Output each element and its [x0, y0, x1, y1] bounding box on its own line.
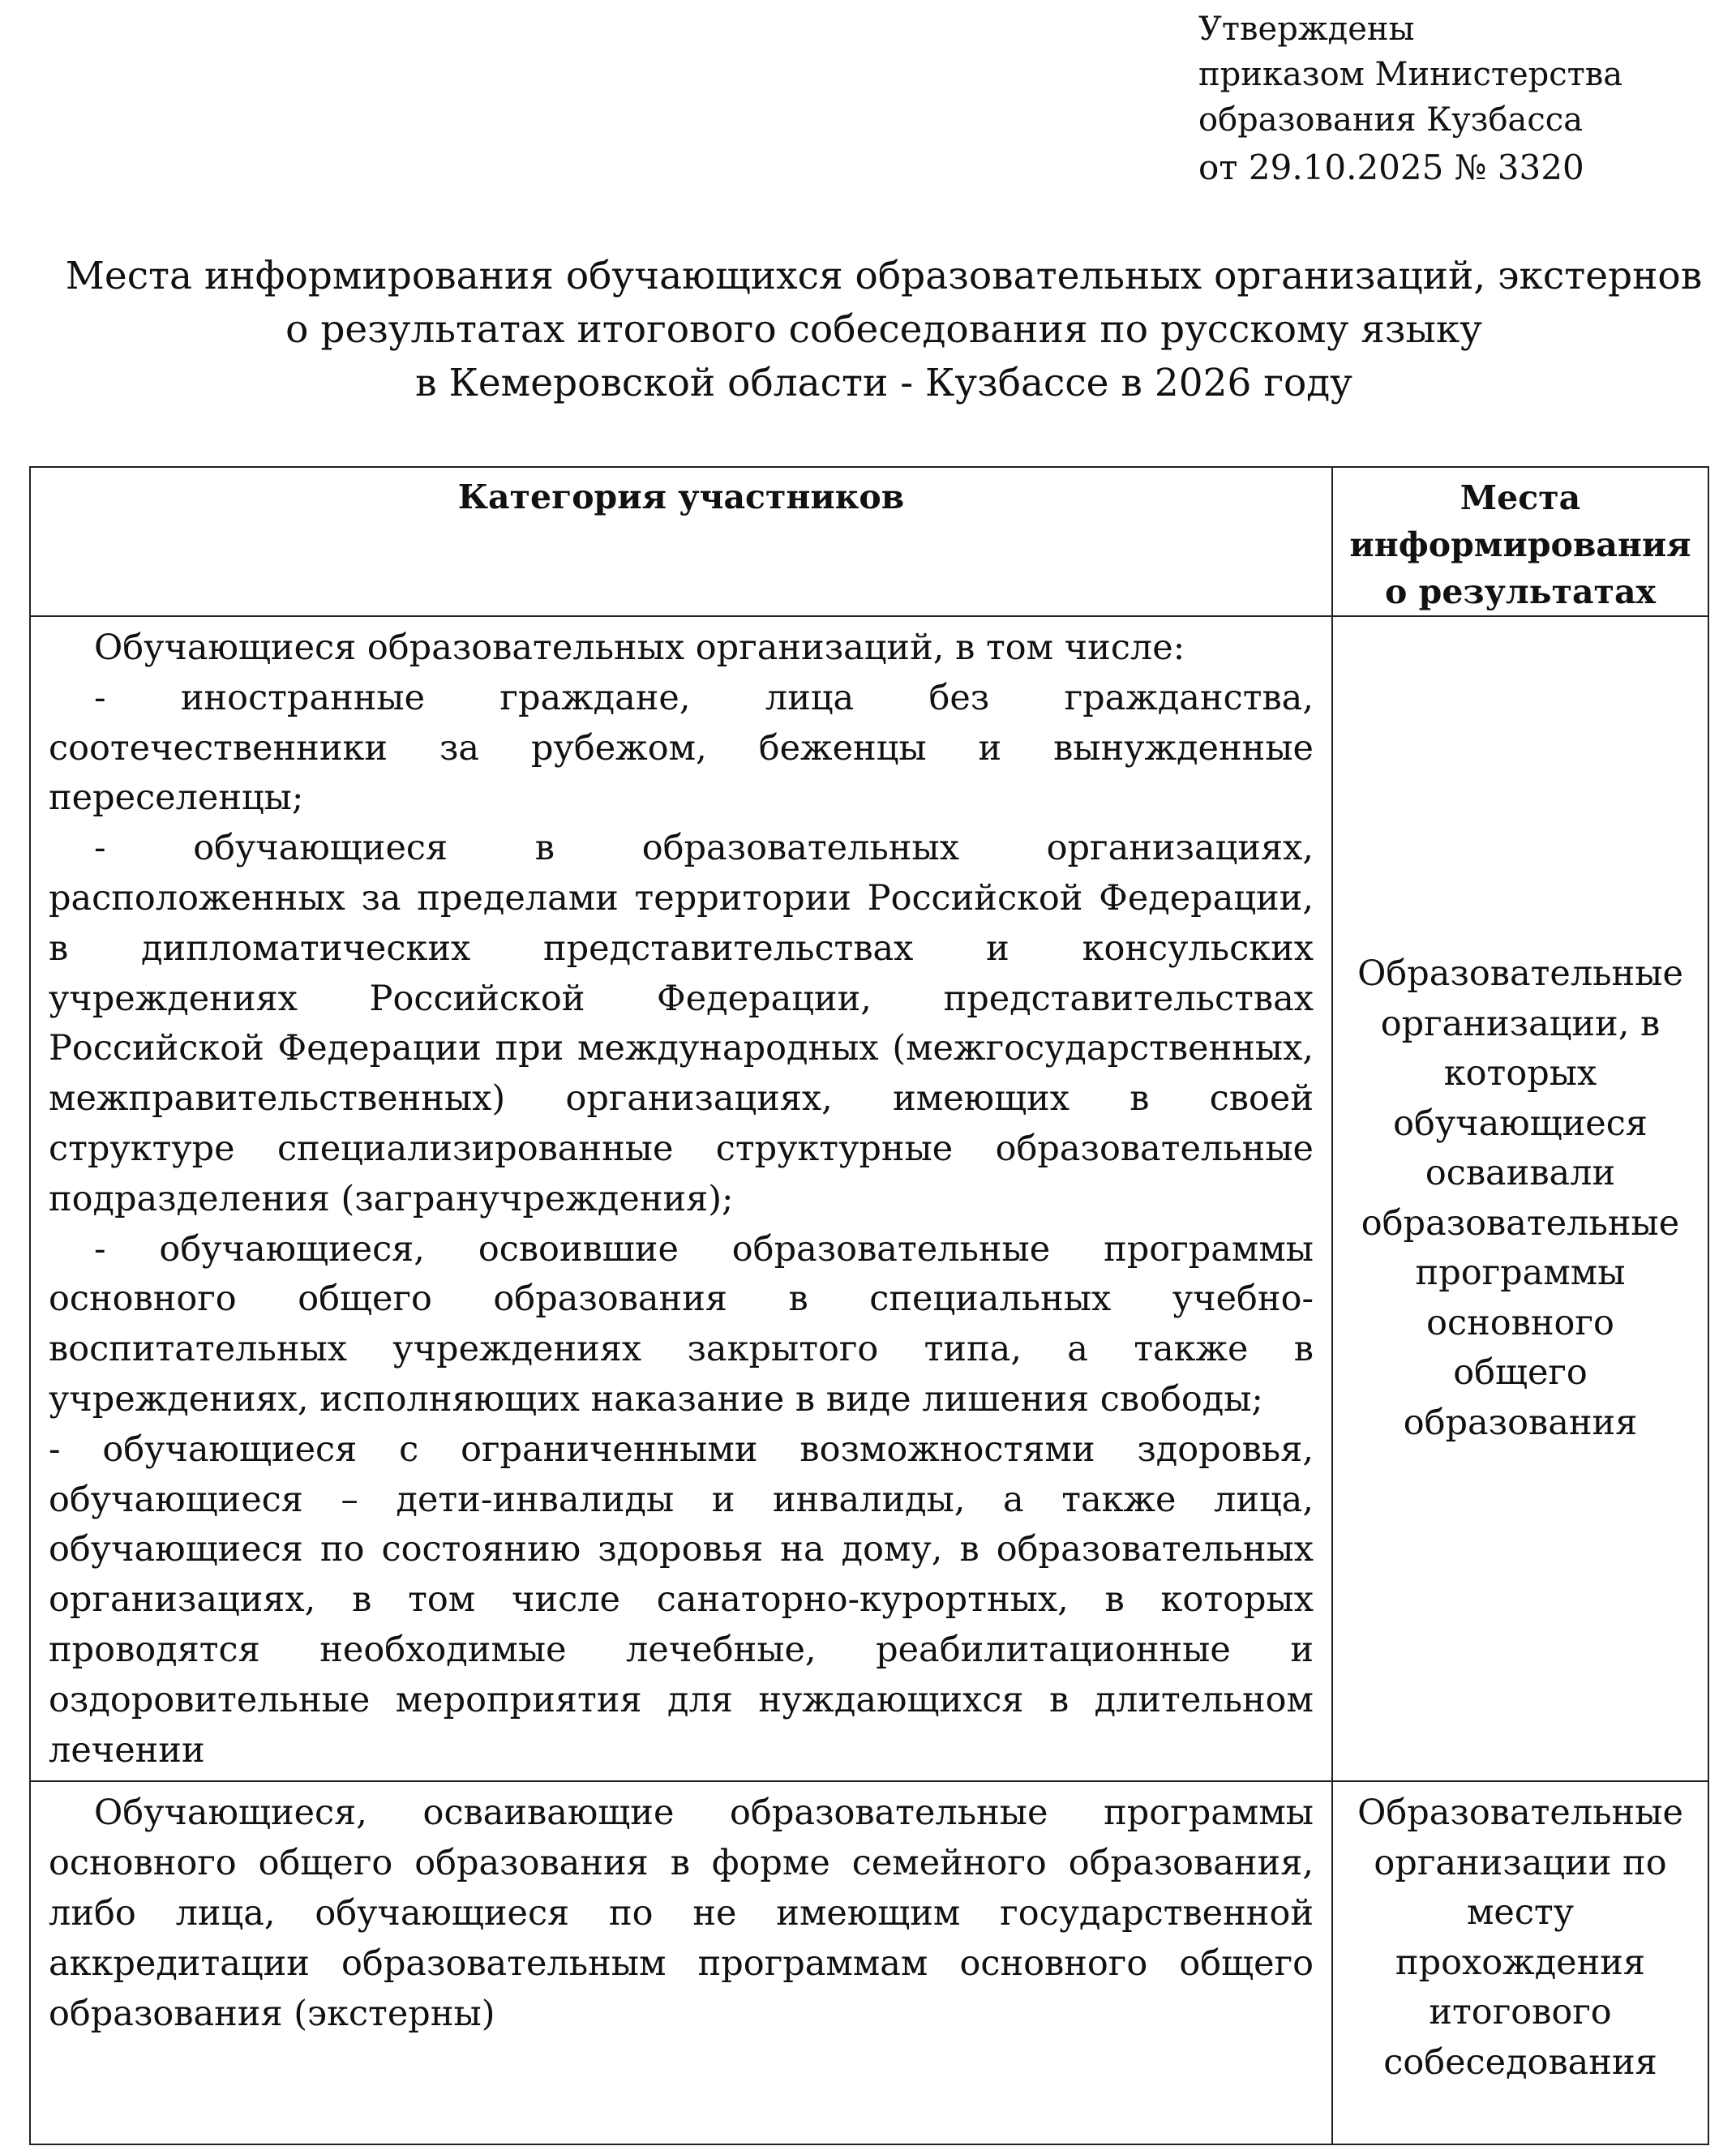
approval-line: Утверждены [1198, 11, 1415, 48]
places-line: обучающиеся [1393, 1103, 1648, 1144]
places-line: месту [1466, 1892, 1575, 1934]
approval-stamp [1198, 6, 1717, 193]
information-places-table [29, 466, 1709, 2145]
category-item: - обучающиеся с ограниченными возможностями здоровья, обучающиеся – дети-инвалиды и инвалиды, а также лица, обучающиеся по состоянию здоровья на дому, в образовательных организациях, в том числе санаторно-курортных, в которых проводятся необходимые лечебные, реабилитационные и оздоровительные мероприятия для нуждающихся в длительном лечении [49, 1429, 1314, 1771]
places-line: основного [1426, 1302, 1614, 1343]
table-header-row [30, 467, 1708, 616]
header-places-line: информирования [1349, 525, 1691, 564]
title-line: Места информирования обучающихся образовательных организаций, экстернов [65, 254, 1703, 298]
places-line: осваивали [1425, 1153, 1616, 1194]
document-title [49, 250, 1719, 410]
header-places-line: о результатах [1385, 572, 1656, 611]
places-line: собеседования [1383, 2041, 1657, 2083]
places-cell [1332, 1781, 1708, 2144]
title-line: о результатах итогового собеседования по русскому языку [285, 307, 1482, 352]
places-line: организации, в [1380, 1003, 1661, 1044]
category-cell [30, 616, 1332, 1781]
places-line: Образовательные [1357, 953, 1683, 995]
approval-date: от 29.10.2025 № 3320 [1198, 148, 1584, 187]
category-text: Обучающиеся, осваивающие образовательные программы основного общего образования в форме семейного образования, либо лица, обучающиеся по не имеющим государственной аккредитации образовательным программам основного общего образования (экстерны) [49, 1793, 1314, 2034]
category-intro: Обучающиеся образовательных организаций, в том числе: [94, 628, 1185, 668]
category-item: - иностранные граждане, лица без гражданства, соотечественники за рубежом, беженцы и вынужденные переселенцы; [49, 677, 1314, 819]
title-line: в Кемеровской области - Кузбассе в 2026 году [415, 361, 1352, 405]
places-line: программы [1415, 1253, 1626, 1294]
places-line: организации по [1374, 1842, 1667, 1883]
category-item: - обучающиеся в образовательных организациях, расположенных за пределами территории Российской Федерации, в дипломатических представительствах и консульских учреждениях Российской Федерации, представительствах Российской Федерации при международных (межгосударственных, межправительственных) организациях, имеющих в своей структуре специализированные структурные образовательные подразделения (загранучреждения); [49, 828, 1314, 1219]
places-line: Образовательные [1357, 1793, 1683, 1834]
category-item: - обучающиеся, освоившие образовательные программы основного общего образования в специальных учебно-воспитательных учреждениях закрытого типа, а также в учреждениях, исполняющих наказание в виде лишения свободы; [49, 1228, 1314, 1420]
places-line: общего [1453, 1352, 1588, 1394]
approval-line: образования Кузбасса [1198, 101, 1584, 139]
approval-line: приказом Министерства [1198, 56, 1623, 93]
header-category: Категория участников [30, 467, 1332, 616]
places-line: образовательные [1361, 1202, 1680, 1244]
places-cell [1332, 616, 1708, 1781]
places-line: итогового [1429, 1992, 1612, 2033]
places-line: которых [1443, 1053, 1597, 1094]
places-line: образования [1403, 1402, 1638, 1443]
header-places-line: Места [1460, 478, 1581, 517]
table-row [30, 1781, 1708, 2144]
table-row [30, 616, 1708, 1781]
category-cell [30, 1781, 1332, 2144]
places-line: прохождения [1395, 1942, 1646, 1983]
header-places [1332, 467, 1708, 616]
